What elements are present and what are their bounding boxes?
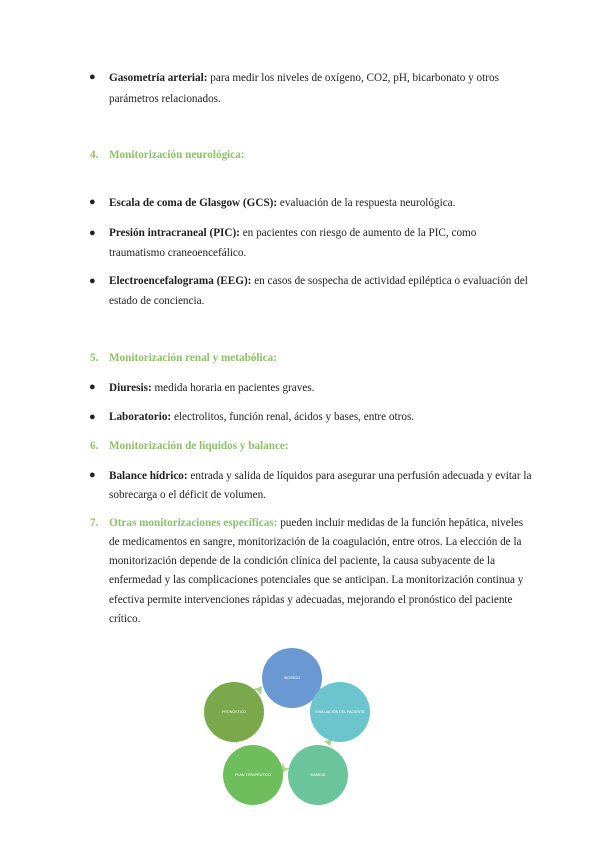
item-term: Balance hídrico: bbox=[109, 470, 188, 482]
bullet-icon: ● bbox=[89, 411, 96, 423]
node-label: MANEJO bbox=[310, 773, 326, 777]
node-label: PLAN TERAPÉUTICO bbox=[235, 773, 271, 777]
bullet-icon: ● bbox=[89, 196, 96, 208]
node-label: EVALUACIÓN DEL PACIENTE bbox=[315, 710, 365, 714]
section-number: 6. bbox=[90, 440, 99, 452]
paragraph-text: pueden incluir medidas de la función hepática, niveles bbox=[277, 517, 524, 529]
item-text: entrada y salida de líquidos para asegurar una perfusión adecuada y evitar la bbox=[187, 470, 532, 482]
item-term: Electroencefalograma (EEG): bbox=[109, 275, 252, 287]
item-term: Escala de coma de Glasgow (GCS): bbox=[109, 197, 278, 209]
section-number: 5. bbox=[90, 352, 99, 364]
section-title: Monitorización neurológica: bbox=[109, 149, 245, 161]
item-term: Gasometría arterial: bbox=[109, 72, 208, 84]
paragraph-text: monitorización depende de la condición clínica del paciente, la causa subyacente de la bbox=[109, 555, 496, 567]
cycle-node bbox=[204, 682, 264, 742]
bullet-icon: ● bbox=[89, 381, 96, 393]
section-title: Monitorización de líquidos y balance: bbox=[109, 440, 289, 452]
section-title: Monitorización renal y metabólica: bbox=[109, 352, 277, 364]
node-label: INGRESO bbox=[283, 676, 301, 680]
item-text: medida horaria en pacientes graves. bbox=[151, 382, 315, 394]
node-label: PRONÓSTICO bbox=[221, 710, 247, 714]
cycle-node bbox=[288, 745, 348, 805]
paragraph-text: crítico. bbox=[109, 613, 141, 625]
section-title: Otras monitorizaciones específicas: bbox=[109, 517, 278, 529]
item-text-continued: parámetros relacionados. bbox=[109, 93, 221, 105]
item-text: electrolitos, función renal, ácidos y bases, entre otros. bbox=[171, 411, 415, 423]
section-number: 4. bbox=[90, 149, 99, 161]
item-term: Presión intracraneal (PIC): bbox=[109, 227, 240, 239]
item-term: Diuresis: bbox=[109, 382, 152, 394]
item-text-continued: estado de conciencia. bbox=[109, 295, 205, 307]
paragraph-text: enfermedad y las complicaciones potenciales que se anticipan. La monitorización continua y bbox=[109, 574, 524, 586]
cycle-node bbox=[310, 682, 370, 742]
item-text: evaluación de la respuesta neurológica. bbox=[277, 197, 456, 209]
item-text-continued: sobrecarga o el déficit de volumen. bbox=[109, 489, 266, 501]
cycle-node bbox=[223, 745, 283, 805]
bullet-icon: ● bbox=[89, 227, 96, 239]
item-text-continued: traumatismo craneoencefálico. bbox=[109, 247, 247, 259]
item-text: en pacientes con riesgo de aumento de la PIC, como bbox=[239, 227, 477, 239]
item-text: para medir los niveles de oxígeno, CO2, pH, bicarbonato y otros bbox=[207, 72, 499, 84]
bullet-icon: ● bbox=[89, 275, 96, 287]
bullet-icon: ● bbox=[89, 469, 96, 481]
section-number: 7. bbox=[90, 517, 99, 529]
item-term: Laboratorio: bbox=[109, 411, 172, 423]
item-text: en casos de sospecha de actividad epiléptica o evaluación del bbox=[251, 275, 528, 287]
bullet-icon: ● bbox=[89, 71, 96, 83]
paragraph-text: efectiva permite intervenciones rápidas y adecuadas, mejorando el pronóstico del paciente bbox=[109, 594, 513, 606]
paragraph-text: de medicamentos en sangre, monitorización de la coagulación, entre otros. La elección de la bbox=[109, 536, 522, 548]
